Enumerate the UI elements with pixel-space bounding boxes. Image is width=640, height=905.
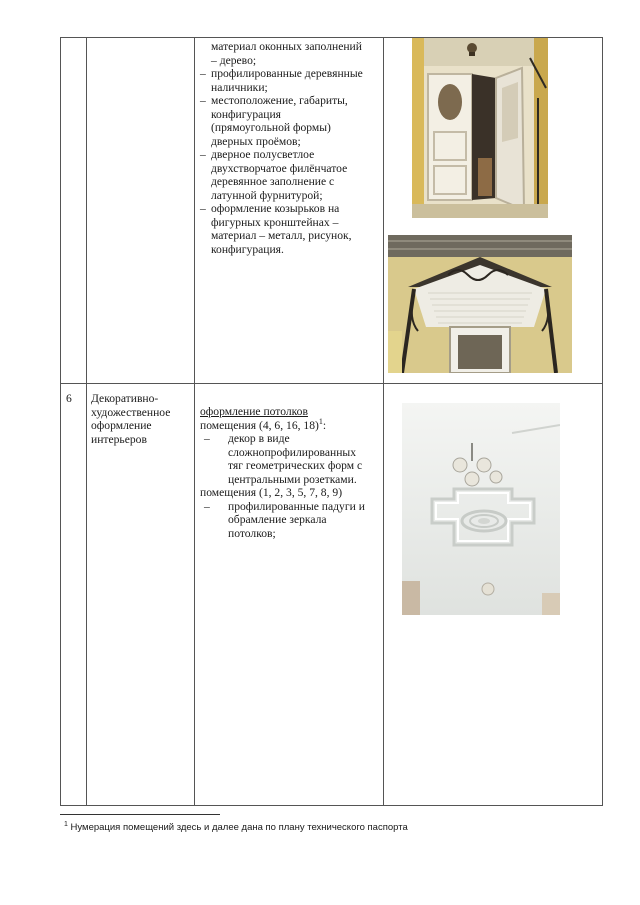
footnote-text: Нумерация помещений здесь и далее дана по плану технического паспорта <box>70 822 408 833</box>
group2-line: профилированные падуги и <box>228 499 365 513</box>
row-name-line: оформление <box>91 419 152 432</box>
table-border-bottom <box>60 805 603 806</box>
list-item <box>200 54 382 68</box>
row-name-line: художественное <box>91 405 171 419</box>
ceiling-decor-description <box>200 405 380 540</box>
list-dash: – <box>204 432 210 445</box>
row-name-line: интерьеров <box>91 432 147 446</box>
photo-entrance-door <box>412 38 548 218</box>
table-border-col3 <box>383 37 384 805</box>
table-border-left <box>60 37 61 805</box>
row-name-line: Декоративно- <box>91 392 159 405</box>
group2-item <box>200 500 380 514</box>
group1-line: тяг геометрических форм с <box>228 459 363 472</box>
table-border-col1 <box>86 37 87 805</box>
list-item <box>200 202 382 216</box>
group2-label: помещения (1, 2, 3, 5, 7, 8, 9) <box>200 486 343 499</box>
list-item <box>200 243 382 257</box>
list-item-text: конфигурация. <box>211 242 284 256</box>
list-item-text: дверное полусветлое <box>211 148 315 161</box>
list-item-text: конфигурация <box>211 107 281 121</box>
table-border-right <box>602 37 603 805</box>
row-number: 6 <box>66 392 72 405</box>
group1-label-row <box>200 416 380 433</box>
list-item <box>200 175 382 189</box>
footnote-mark: 1 <box>64 820 68 828</box>
list-item <box>200 229 382 243</box>
list-item <box>200 81 382 95</box>
table-border-col2 <box>194 37 195 805</box>
list-item-text: оформление козырьков на <box>211 202 340 215</box>
prev-row-description-list <box>200 40 382 256</box>
footnote-separator <box>60 814 220 815</box>
list-item <box>200 67 382 81</box>
group2-line: потолков; <box>228 526 276 540</box>
list-item-text: – дерево; <box>211 53 257 67</box>
list-item-text: (прямоугольной формы) <box>211 121 331 134</box>
group1-line: центральными розетками. <box>228 472 357 486</box>
list-dash: – <box>200 67 206 80</box>
group1-colon: : <box>322 418 327 432</box>
list-item-text: наличники; <box>211 80 268 94</box>
list-dash: – <box>200 202 206 215</box>
list-item <box>200 216 382 230</box>
list-item <box>200 162 382 176</box>
list-dash: – <box>204 499 210 513</box>
list-item <box>200 94 382 108</box>
list-dash: – <box>200 148 206 161</box>
row-name <box>91 392 189 446</box>
photo-canopy-brackets <box>388 235 572 373</box>
list-item-text: материал оконных заполнений <box>211 40 362 53</box>
section-heading: оформление потолков <box>200 405 308 418</box>
list-item-text: дверных проёмов; <box>211 134 301 148</box>
group1-line: декор в виде <box>228 432 290 445</box>
list-dash: – <box>200 94 206 107</box>
list-item-text: двухстворчатое филёнчатое <box>211 161 348 175</box>
footnote-ref: 1 <box>318 416 323 426</box>
group1-item <box>200 432 380 446</box>
list-item-text: деревянное заполнение с <box>211 175 335 188</box>
group2-line: обрамление зеркала <box>228 513 327 526</box>
list-item <box>200 40 382 54</box>
list-item <box>200 108 382 122</box>
list-item-text: фигурных кронштейнах – <box>211 215 339 229</box>
list-item-text: латунной фурнитурой; <box>211 188 323 202</box>
group1-line: сложнопрофилированных <box>228 445 357 459</box>
photo-ceiling-decor <box>402 403 560 615</box>
list-item-text: местоположение, габариты, <box>211 94 348 107</box>
table-row-divider <box>60 383 603 384</box>
list-item <box>200 189 382 203</box>
list-item-text: профилированные деревянные <box>211 67 363 80</box>
list-item <box>200 135 382 149</box>
list-item <box>200 148 382 162</box>
list-item-text: материал – металл, рисунок, <box>211 229 352 242</box>
footnote <box>64 822 408 833</box>
list-item <box>200 121 382 135</box>
group1-label: помещения (4, 6, 16, 18) <box>200 418 319 432</box>
